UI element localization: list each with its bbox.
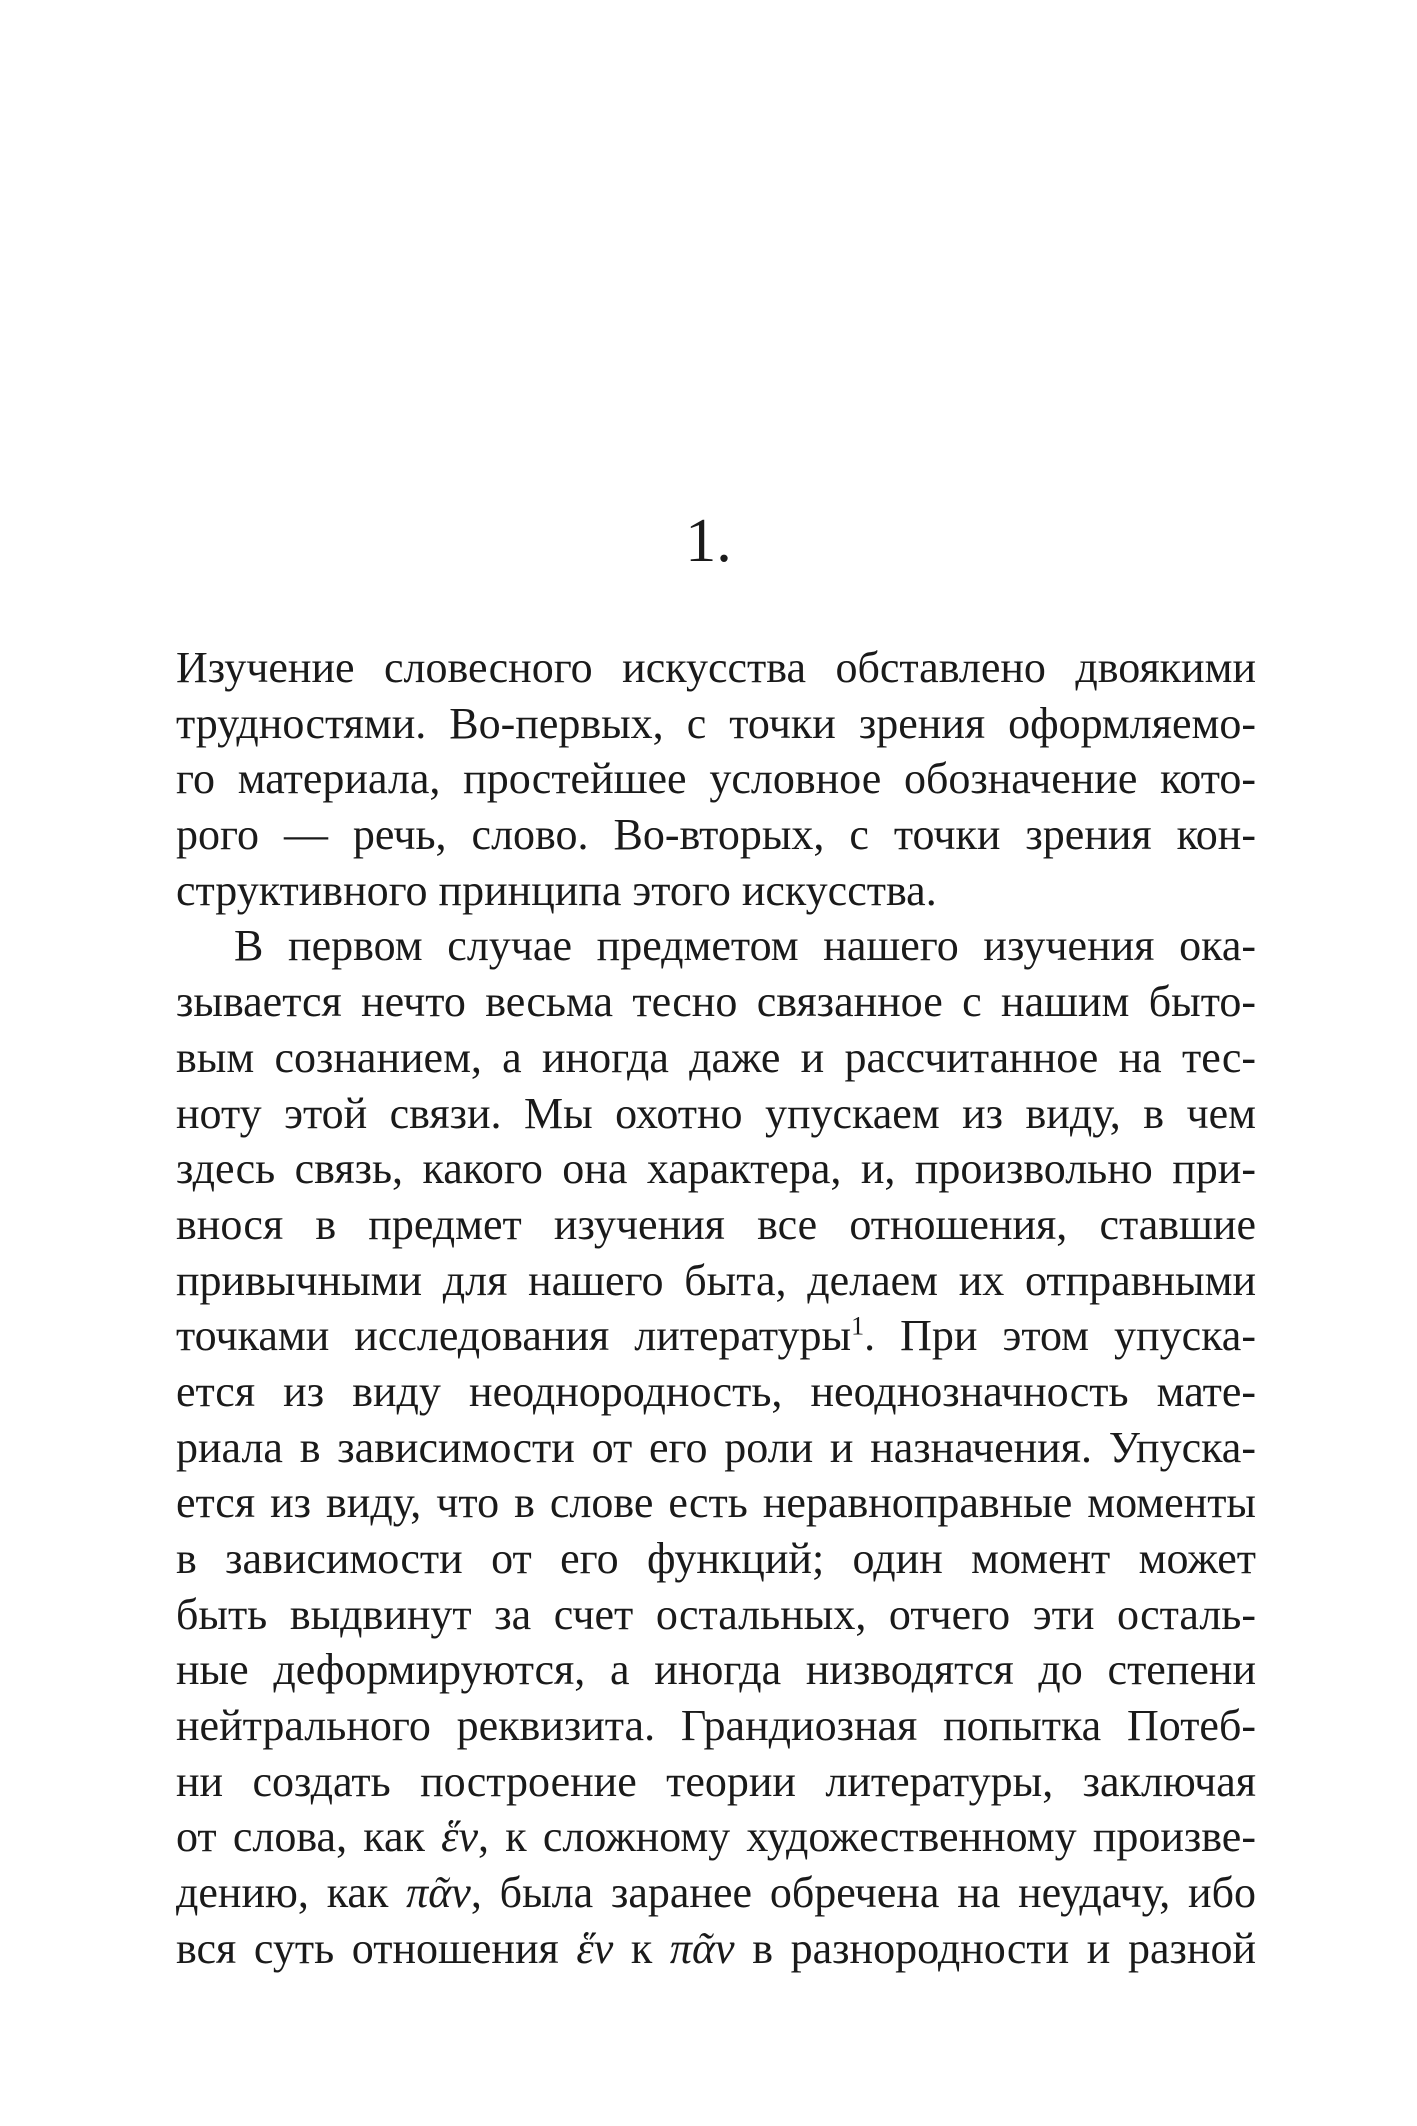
greek-word: πᾶν [406,1868,471,1918]
text-fragment: в разнородности и разной [734,1923,1256,1973]
text-fragment: дению, как [176,1868,407,1918]
text-fragment: , к сложному художественному произве- [478,1812,1256,1862]
text-line: структивного принципа этого искусства. [176,865,937,915]
text-line: В первом случае предметом нашего изучения ока- [234,921,1256,971]
text-line: рого — речь, слово. Во-вторых, с точки зрения кон- [176,810,1256,860]
text-line: быть выдвинут за счет остальных, отчего эти осталь- [176,1589,1256,1639]
text-line: ноту этой связи. Мы охотно упускаем из виду, в чем [176,1088,1256,1138]
text-line: внося в предмет изучения все отношения, ставшие [176,1199,1256,1249]
text-line: ни создать построение теории литературы, заключая [176,1756,1256,1806]
greek-word: πᾶν [669,1923,735,1973]
text-line: вым сознанием, а иногда даже и рассчитанное на тес- [176,1032,1256,1082]
body-text [176,640,1256,1977]
text-line: трудностями. Во-первых, с точки зрения оформляемо- [176,698,1256,748]
text-fragment: от слова, как [176,1812,442,1862]
text-line: ные деформируются, а иногда низводятся до степени [176,1645,1256,1695]
text-line: здесь связь, какого она характера, и, произвольно при- [176,1144,1256,1194]
text-fragment: , была заранее обречена на неудачу, ибо [470,1868,1256,1918]
text-line: го материала, простейшее условное обозначение кото- [176,754,1256,804]
text-line: ется из виду, что в слове есть неравноправные моменты [176,1478,1256,1528]
text-line-with-greek [176,1865,1256,1921]
text-fragment: точками исследования литературы [176,1311,852,1361]
greek-word: ἕν [441,1812,479,1862]
text-line-with-greek [176,1921,1256,1977]
chapter-number: 1. [685,507,732,575]
footnote-reference[interactable]: 1 [851,1311,865,1341]
text-line-with-greek [176,1809,1256,1865]
greek-word: ἕν [576,1923,614,1973]
text-line: в зависимости от его функций; один момент может [176,1534,1256,1583]
text-fragment: . При этом упуска- [864,1311,1256,1361]
text-line: ется из виду неоднородность, неоднозначность мате- [176,1366,1256,1416]
text-line: привычными для нашего быта, делаем их отправными [176,1255,1256,1305]
text-line-with-footnote [176,1308,1256,1364]
text-fragment: вся суть отношения [176,1923,577,1973]
text-line: нейтрального реквизита. Грандиозная попытка Потеб- [176,1701,1256,1751]
text-line: риала в зависимости от его роли и назначения. Упуска- [176,1422,1256,1472]
text-line: Изучение словесного искусства обставлено двоякими [176,643,1256,692]
text-fragment: к [613,1923,670,1973]
text-line: зывается нечто весьма тесно связанное с нашим быто- [176,977,1256,1027]
